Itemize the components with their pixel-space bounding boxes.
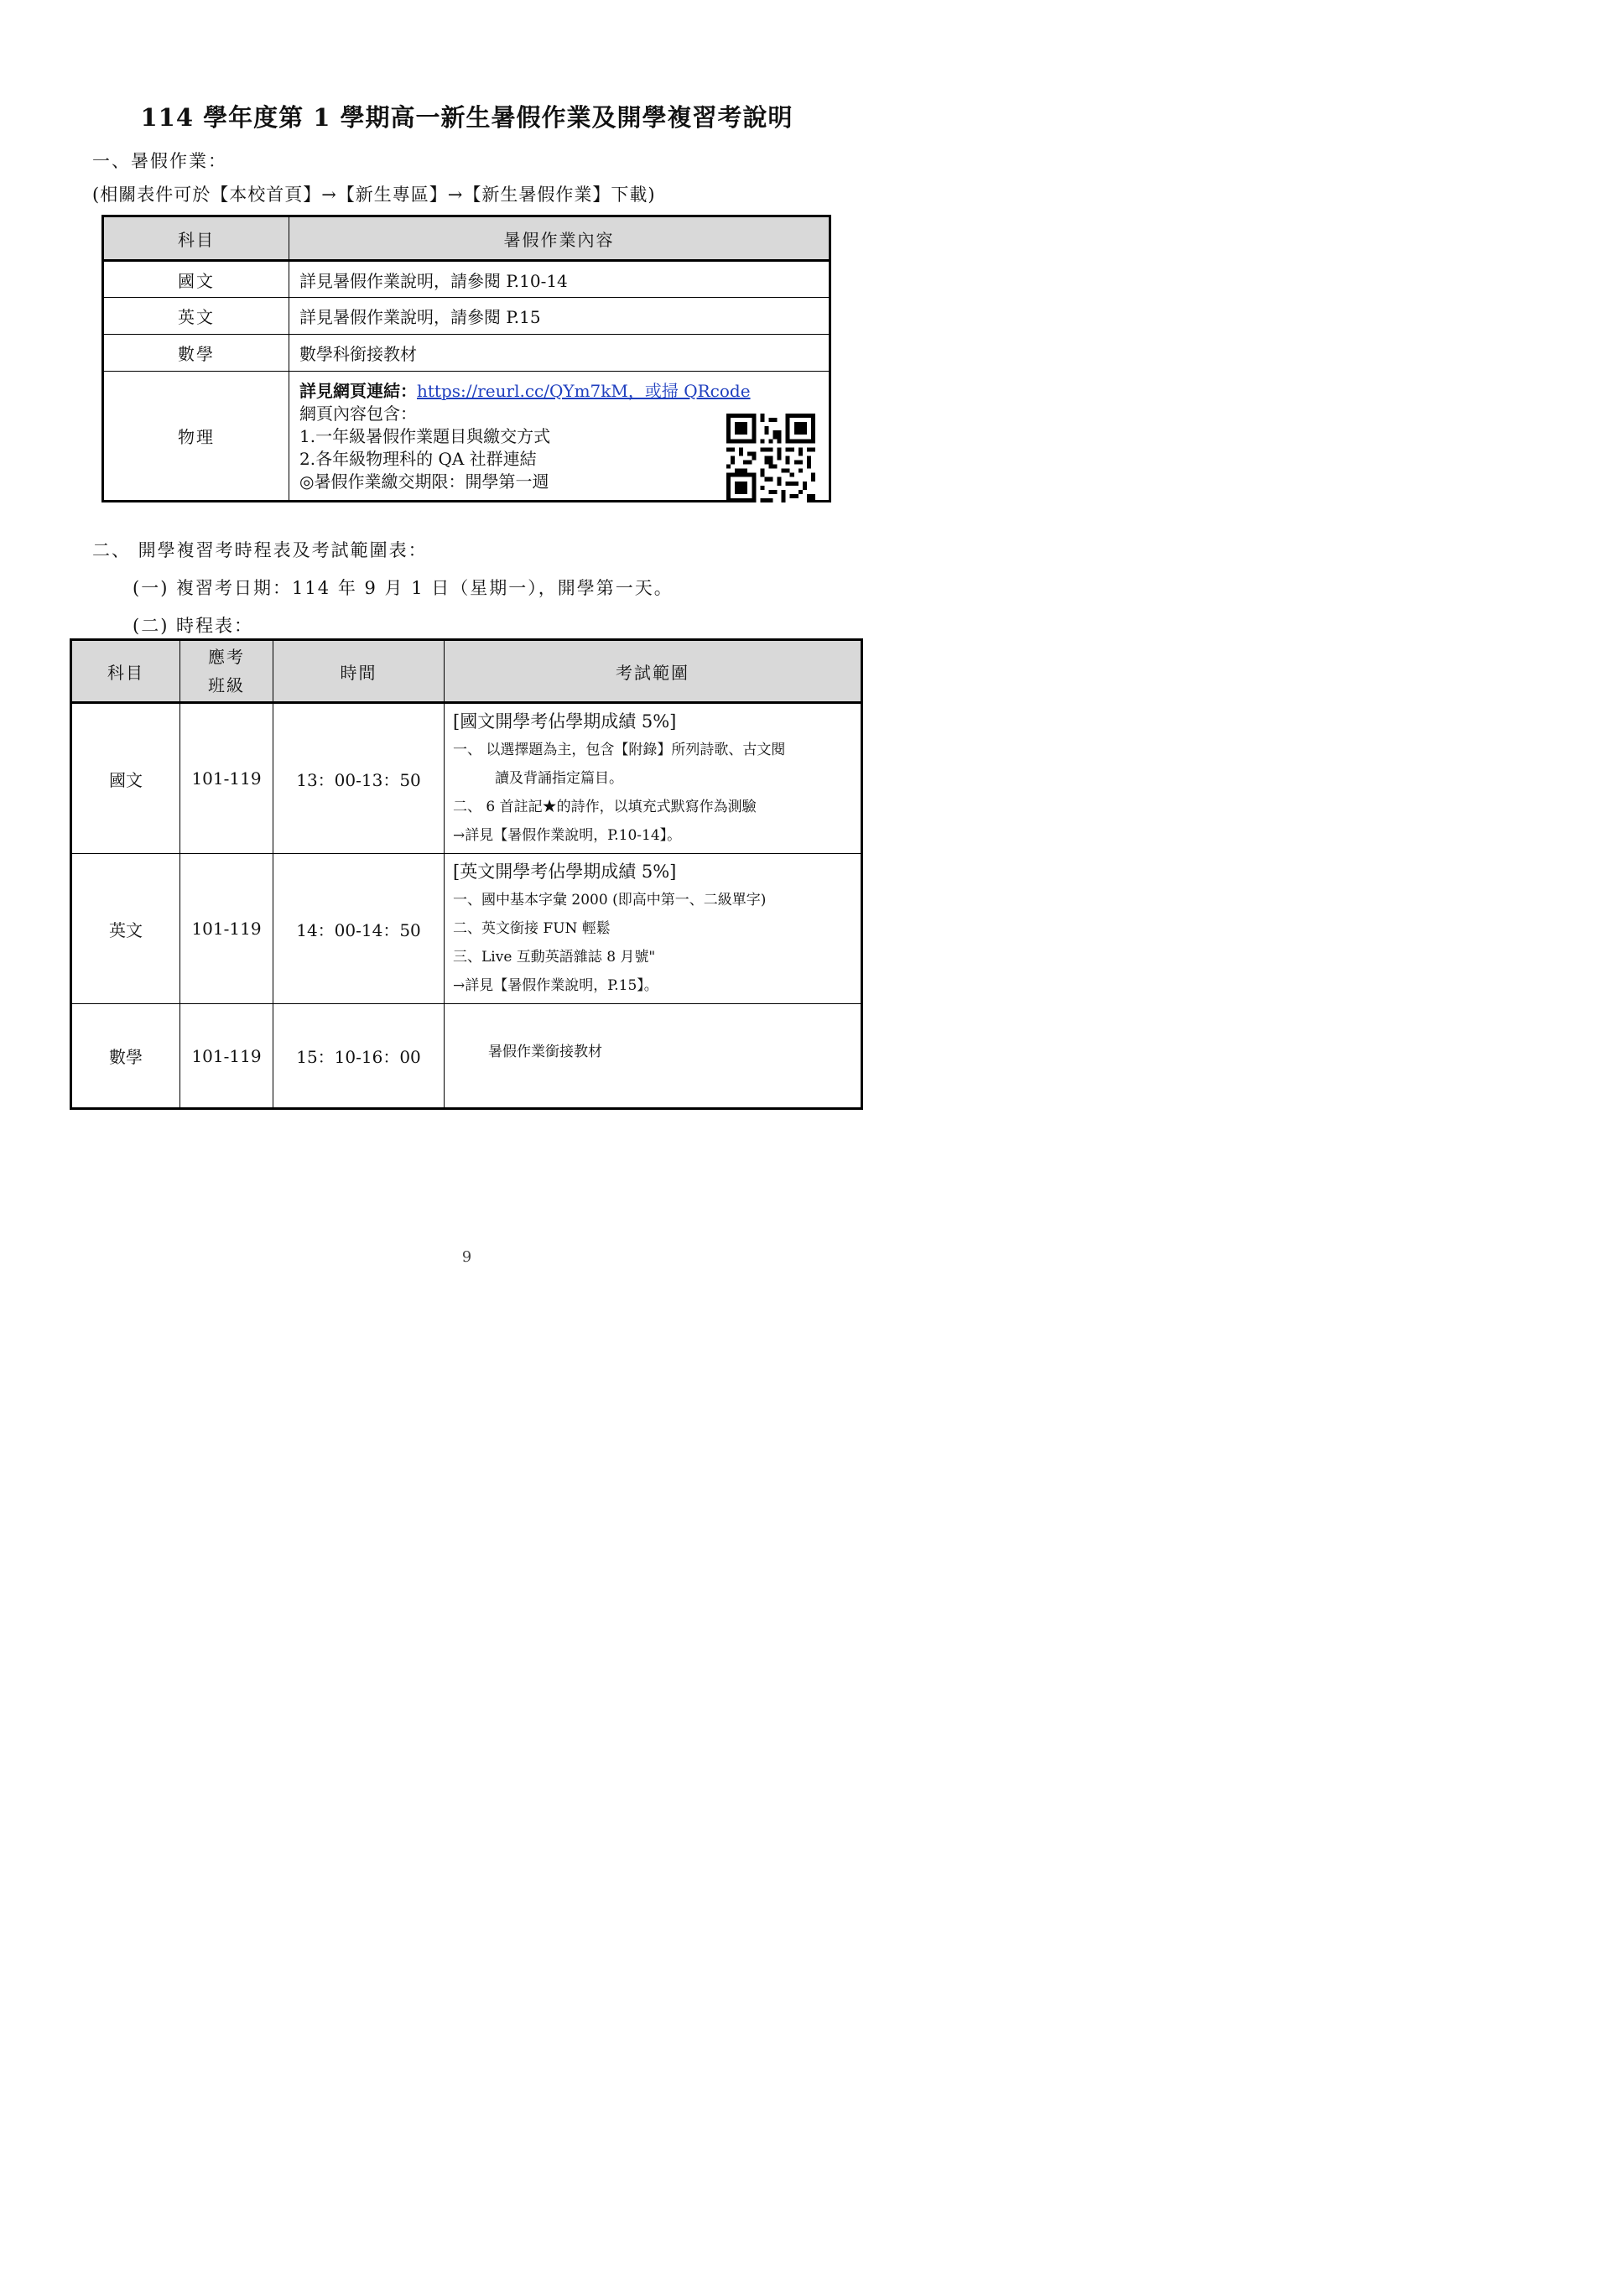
range-title: [國文開學考佔學期成績 5%] [453, 711, 677, 731]
table-row [103, 372, 830, 502]
physics-line: 1.一年級暑假作業題目與繳交方式 [299, 426, 551, 446]
table-row [71, 854, 862, 1004]
header-range: 考試範圍 [445, 640, 862, 703]
time-cell: 14：00-14：50 [273, 854, 445, 1004]
classes-cell: 101-119 [180, 703, 273, 854]
classes-cell: 101-119 [180, 854, 273, 1004]
page-title: 114 學年度第 1 學期高一新生暑假作業及開學複習考說明 [140, 103, 793, 132]
qr-code-icon[interactable] [726, 414, 815, 502]
table-row [103, 261, 830, 298]
subject-cell: 數學 [103, 335, 289, 372]
range-cell [445, 854, 862, 1004]
range-cell [445, 703, 862, 854]
content-cell: 數學科銜接教材 [289, 335, 830, 372]
header-class-line: 班級 [208, 675, 245, 695]
table-row [103, 298, 830, 335]
content-cell: 詳見暑假作業說明，請參閱 P.15 [289, 298, 830, 335]
exam-date-item: (一) 複習考日期：114 年 9 月 1 日（星期一），開學第一天。 [133, 578, 674, 598]
physics-line: ◎暑假作業繳交期限：開學第一週 [299, 471, 549, 492]
subject-cell: 國文 [71, 703, 180, 854]
subject-cell: 英文 [103, 298, 289, 335]
schedule-item: (二) 時程表： [133, 616, 254, 636]
content-cell: 詳見暑假作業說明，請參閱 P.10-14 [289, 261, 830, 298]
range-line: →詳見【暑假作業說明，P.10-14】。 [453, 827, 682, 844]
section2-heading: 二、 開學複習考時程表及考試範圍表： [92, 540, 428, 560]
range-line: →詳見【暑假作業說明，P.15】。 [453, 977, 658, 994]
download-note: (相關表件可於【本校首頁】→【新生專區】→【新生暑假作業】下載) [92, 185, 656, 205]
range-line: 三、Live 互動英語雜誌 8 月號" [453, 949, 656, 966]
time-cell: 13：00-13：50 [273, 703, 445, 854]
range-line: 二、 6 首註記★的詩作，以填充式默寫作為測驗 [453, 799, 757, 815]
exam-schedule-table [70, 638, 863, 1110]
table-row [71, 1004, 862, 1109]
homework-table [101, 215, 831, 502]
range-line: 讀及背誦指定篇目。 [495, 770, 623, 787]
physics-link[interactable]: https://reurl.cc/QYm7kM，或掃 QRcode [417, 381, 751, 401]
header-time: 時間 [273, 640, 445, 703]
range-title: [英文開學考佔學期成績 5%] [453, 862, 677, 882]
subject-cell: 英文 [71, 854, 180, 1004]
physics-line: 2.各年級物理科的 QA 社群連結 [299, 449, 537, 469]
header-content: 暑假作業內容 [289, 216, 830, 261]
section1-heading: 一、暑假作業： [92, 151, 227, 171]
page-number: 9 [461, 1248, 472, 1266]
table-row [103, 335, 830, 372]
range-cell: 暑假作業銜接教材 [445, 1004, 862, 1109]
header-subject: 科目 [103, 216, 289, 261]
time-cell: 15：10-16：00 [273, 1004, 445, 1109]
physics-line: 網頁內容包含： [299, 403, 417, 424]
subject-cell: 物理 [103, 372, 289, 502]
table-row [71, 703, 862, 854]
link-label: 詳見網頁連結： [299, 381, 417, 401]
classes-cell: 101-119 [180, 1004, 273, 1109]
range-line: 一、國中基本字彙 2000 (即高中第一、二級單字) [453, 892, 767, 909]
subject-cell: 數學 [71, 1004, 180, 1109]
header-subject: 科目 [71, 640, 180, 703]
range-line: 一、 以選擇題為主，包含【附錄】所列詩歌、古文閱 [453, 742, 786, 758]
physics-content-cell [289, 372, 830, 502]
header-class-line: 應考 [208, 647, 245, 667]
subject-cell: 國文 [103, 261, 289, 298]
header-class [180, 640, 273, 703]
range-line: 二、英文銜接 FUN 輕鬆 [453, 920, 611, 937]
